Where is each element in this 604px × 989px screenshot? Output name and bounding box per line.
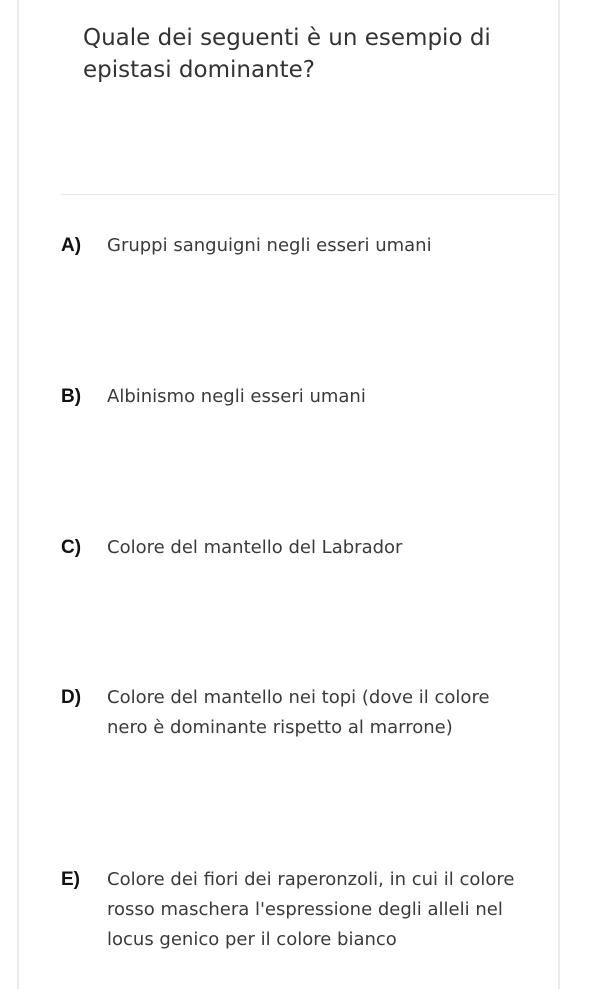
option-letter: B) bbox=[61, 386, 82, 407]
option-text: Albinismo negli esseri umani bbox=[107, 386, 366, 407]
answer-option-b[interactable] bbox=[61, 382, 561, 412]
option-text: Colore dei fiori dei raperonzoli, in cui il colore rosso maschera l'espressione degli alleli nel locus genico per il colore bianco bbox=[107, 869, 515, 950]
option-letter: D) bbox=[61, 687, 82, 708]
answer-option-c[interactable] bbox=[61, 533, 561, 563]
option-text: Colore del mantello del Labrador bbox=[107, 537, 403, 558]
answer-option-a[interactable] bbox=[61, 231, 561, 261]
question-text: Quale dei seguenti è un esempio di epistasi dominante? bbox=[83, 25, 491, 83]
option-letter: E) bbox=[61, 869, 80, 890]
option-letter: C) bbox=[61, 537, 82, 558]
option-letter: A) bbox=[61, 235, 82, 256]
answer-option-d[interactable] bbox=[61, 683, 561, 743]
option-text: Colore del mantello nei topi (dove il colore nero è dominante rispetto al marrone) bbox=[107, 687, 490, 738]
question-card bbox=[17, 0, 560, 989]
option-text: Gruppi sanguigni negli esseri umani bbox=[107, 235, 432, 256]
answer-option-e[interactable] bbox=[61, 865, 561, 955]
divider bbox=[61, 194, 556, 195]
